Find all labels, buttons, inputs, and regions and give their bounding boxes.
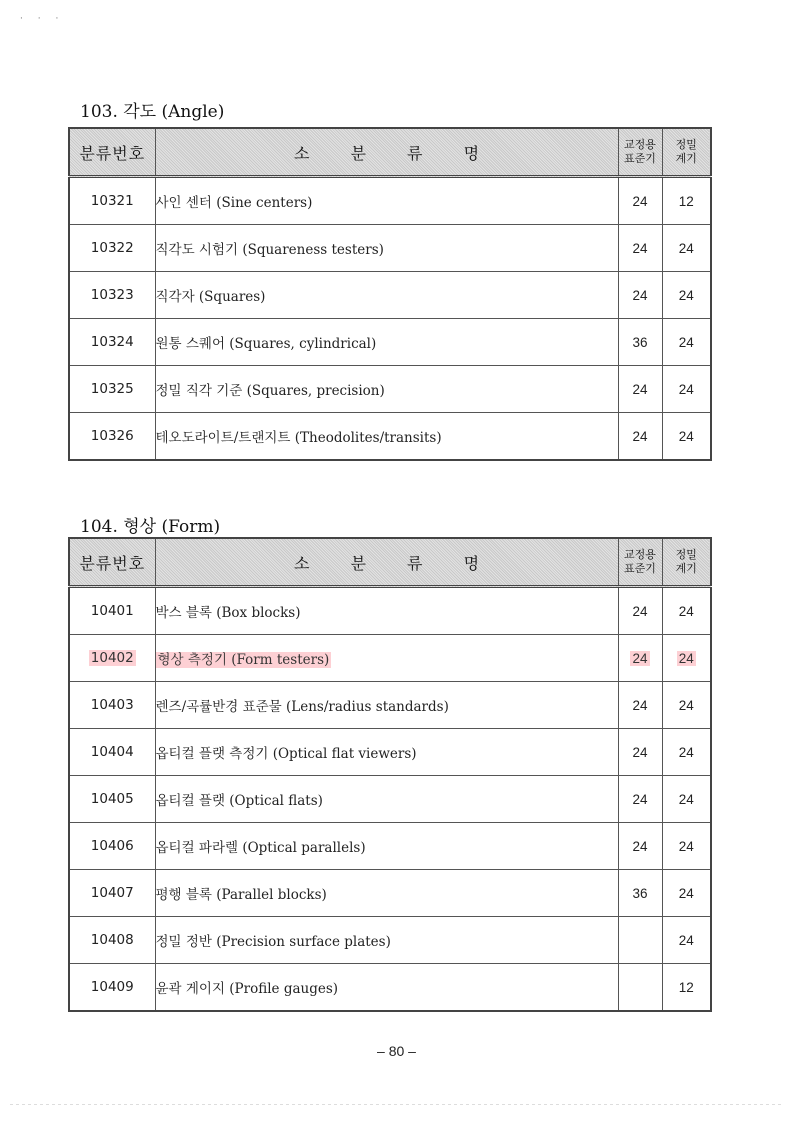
header-name: 소 분 류 명: [155, 128, 618, 177]
row-name: 직각자 (Squares): [155, 272, 618, 319]
row-precision: 24: [662, 682, 711, 729]
row-code: 10322: [69, 225, 155, 272]
row-standard: 24: [618, 272, 662, 319]
row-name: 옵티컬 플랫 측정기 (Optical flat viewers): [155, 729, 618, 776]
header-name: 소 분 류 명: [155, 538, 618, 587]
row-precision: 24: [662, 587, 711, 635]
row-standard: 24: [618, 823, 662, 870]
section-title-form: 104. 형상 (Form): [80, 517, 221, 537]
header-code: 분류번호: [69, 128, 155, 177]
row-name: 원통 스퀘어 (Squares, cylindrical): [155, 319, 618, 366]
row-precision: 24: [662, 272, 711, 319]
row-code: 10407: [69, 870, 155, 917]
row-code: [69, 635, 155, 682]
table-row: [69, 272, 711, 319]
row-standard: 36: [618, 319, 662, 366]
table-row: [69, 823, 711, 870]
form-table: [68, 537, 712, 1012]
table-row: [69, 729, 711, 776]
row-standard: 24: [618, 776, 662, 823]
row-name: 직각도 시험기 (Squareness testers): [155, 225, 618, 272]
row-name: 옵티컬 파라렐 (Optical parallels): [155, 823, 618, 870]
table-row: [69, 413, 711, 461]
row-precision: 12: [662, 964, 711, 1012]
row-standard: [618, 917, 662, 964]
row-standard: 24: [618, 413, 662, 461]
table-header-row: [69, 128, 711, 177]
row-standard: 24: [618, 225, 662, 272]
row-precision: 24: [662, 366, 711, 413]
highlight-mark: 형상 측정기 (Form testers): [157, 652, 330, 668]
table-row: [69, 366, 711, 413]
table-row: [69, 776, 711, 823]
row-precision: [662, 635, 711, 682]
table-row: [69, 587, 711, 635]
row-standard: 24: [618, 177, 662, 225]
header-standard-text: 교정용 표준기: [624, 548, 656, 575]
row-precision: 24: [662, 776, 711, 823]
header-precision-text: 정밀 계기: [675, 548, 697, 575]
row-name: 윤곽 게이지 (Profile gauges): [155, 964, 618, 1012]
row-code: 10323: [69, 272, 155, 319]
row-code: 10409: [69, 964, 155, 1012]
row-code: 10325: [69, 366, 155, 413]
header-precision: [662, 538, 711, 587]
header-precision: [662, 128, 711, 177]
row-code: 10403: [69, 682, 155, 729]
highlight-mark: 10402: [90, 650, 134, 666]
highlight-mark: 24: [632, 650, 648, 666]
row-precision: 24: [662, 225, 711, 272]
bottom-divider: [10, 1104, 783, 1105]
row-code: 10406: [69, 823, 155, 870]
row-code: 10404: [69, 729, 155, 776]
table-row: [69, 177, 711, 225]
angle-table: [68, 127, 712, 461]
row-standard: 24: [618, 729, 662, 776]
row-name: 박스 블록 (Box blocks): [155, 587, 618, 635]
row-precision: 24: [662, 823, 711, 870]
header-standard-text: 교정용 표준기: [624, 138, 656, 165]
row-name: 정밀 정반 (Precision surface plates): [155, 917, 618, 964]
table-row: [69, 225, 711, 272]
row-name: 평행 블록 (Parallel blocks): [155, 870, 618, 917]
table-row: [69, 319, 711, 366]
row-precision: 12: [662, 177, 711, 225]
table-row-highlighted: [69, 635, 711, 682]
header-precision-text: 정밀 계기: [675, 138, 697, 165]
row-precision: 24: [662, 870, 711, 917]
row-name: 옵티컬 플랫 (Optical flats): [155, 776, 618, 823]
row-code: 10324: [69, 319, 155, 366]
row-precision: 24: [662, 917, 711, 964]
row-standard: [618, 635, 662, 682]
row-precision: 24: [662, 413, 711, 461]
header-code: 분류번호: [69, 538, 155, 587]
header-standard: [618, 538, 662, 587]
row-code: 10408: [69, 917, 155, 964]
row-code: 10326: [69, 413, 155, 461]
scan-specks: · · ·: [20, 14, 65, 24]
section-title-angle: 103. 각도 (Angle): [80, 102, 225, 122]
table-row: [69, 964, 711, 1012]
highlight-mark: 24: [678, 650, 694, 666]
header-standard: [618, 128, 662, 177]
row-code: 10401: [69, 587, 155, 635]
row-standard: 24: [618, 366, 662, 413]
row-code: 10321: [69, 177, 155, 225]
row-precision: 24: [662, 319, 711, 366]
table-row: [69, 917, 711, 964]
row-name: 렌즈/곡률반경 표준물 (Lens/radius standards): [155, 682, 618, 729]
row-standard: 24: [618, 587, 662, 635]
row-name: 사인 센터 (Sine centers): [155, 177, 618, 225]
page-number: – 80 –: [377, 1043, 416, 1059]
row-name: 테오도라이트/트랜지트 (Theodolites/transits): [155, 413, 618, 461]
row-name: 정밀 직각 기준 (Squares, precision): [155, 366, 618, 413]
row-name: [155, 635, 618, 682]
row-standard: [618, 964, 662, 1012]
row-standard: 36: [618, 870, 662, 917]
row-code: 10405: [69, 776, 155, 823]
table-header-row: [69, 538, 711, 587]
table-row: [69, 682, 711, 729]
table-row: [69, 870, 711, 917]
row-precision: 24: [662, 729, 711, 776]
row-standard: 24: [618, 682, 662, 729]
